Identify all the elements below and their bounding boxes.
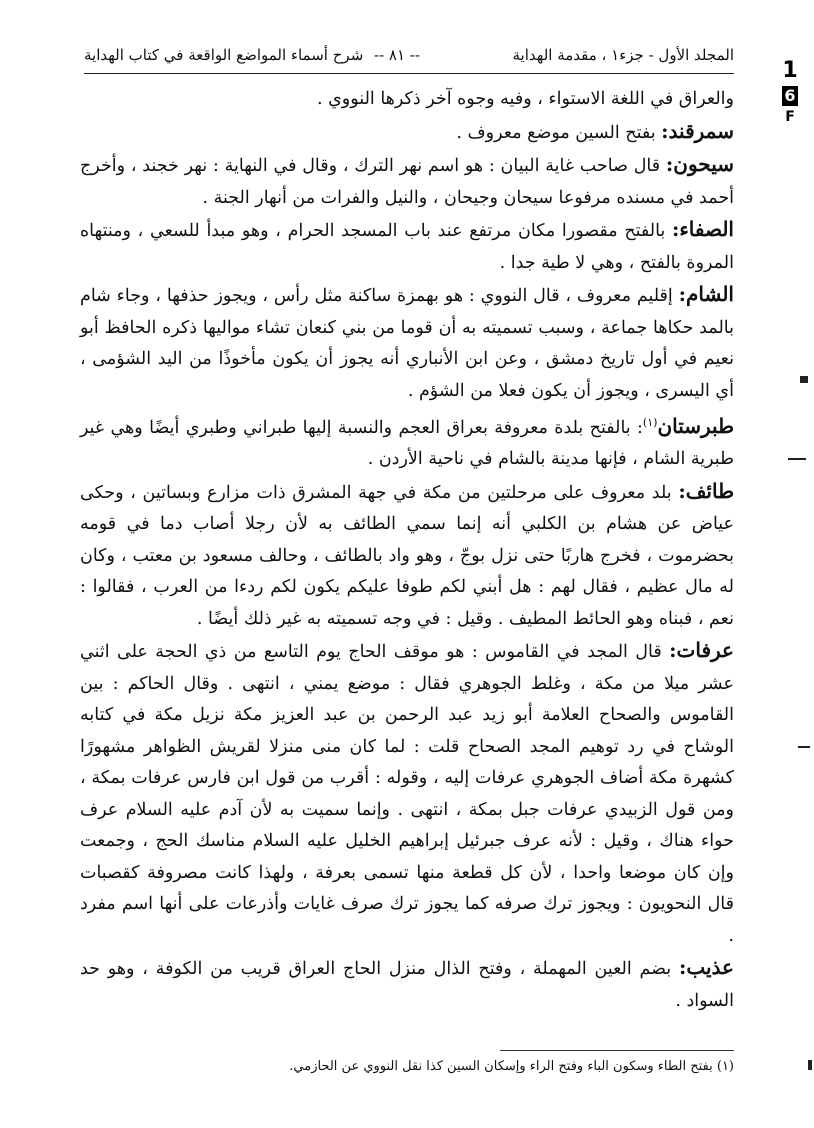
entry-arafat (80, 635, 734, 952)
main-text (80, 84, 734, 1017)
entry-udhayb (80, 952, 734, 1017)
entry-text: بضم العين المهملة ، وفتح الذال منزل الحاج العراق قريب من الكوفة ، وهو حد السواد . (80, 959, 734, 1011)
entry-samarqand (80, 116, 734, 150)
book-title: شرح أسماء المواضع الواقعة في كتاب الهداية (84, 46, 364, 64)
entry-taif (80, 476, 734, 636)
entry-sayhun (80, 149, 734, 214)
scan-speck (788, 458, 806, 460)
entry-text: : بالفتح بلدة معروفة بعراق العجم والنسبة إليها طبراني وطبري أيضًا وهي غير طبرية الشام ، فإنها مدينة بالشام في ناحية الأردن . (80, 417, 734, 470)
entry-sham (80, 279, 734, 407)
running-header (84, 42, 734, 72)
margin-mark-top: 1 (782, 58, 798, 83)
entry-term: طائف: (678, 478, 734, 503)
entry-text: بالفتح مقصورا مكان مرتفع عند باب المسجد الحرام ، وهو مبدأ للسعي ، ومنتهاه المروة بالفتح ، وهي لا طية جدا . (80, 221, 734, 273)
entry-safa (80, 214, 734, 279)
entry-text: إقليم معروف ، قال النووي : هو بهمزة ساكنة مثل رأس ، ويجوز حذفها ، وجاء شام بالمد حكاها جماعة ، وسبب تسميته به أن قوما من بني كنعان تشاء مواليها ذكره الحافظ أبو نعيم في أول تاريخ دمشق ، وعن ابن الأنباري أنه يجوز أن يكون مأخوذًا من اليد الشؤمى ، أي اليسرى ، ويجوز أن يكون فعلا من الشؤم . (80, 286, 734, 401)
entry-text: والعراق في اللغة الاستواء ، وفيه وجوه آخر ذكرها النووي . (316, 89, 734, 109)
entry-term: عذيب: (678, 955, 734, 980)
entry-iraq-continuation (80, 84, 734, 116)
entry-term: طبرستان (657, 413, 734, 438)
footnote-divider (500, 1050, 734, 1051)
entry-text: بفتح السين موضع معروف . (456, 122, 662, 143)
entry-tabaristan (80, 407, 734, 476)
volume-label: المجلد الأول - جزء١ ، مقدمة الهداية (512, 46, 734, 64)
margin-mark-box: 6 (782, 86, 798, 106)
header-divider (84, 73, 734, 74)
page-number: -- ٨١ -- (374, 46, 420, 64)
scan-speck (800, 376, 808, 383)
entry-term: عرفات: (669, 638, 734, 663)
margin-tab (770, 58, 810, 128)
margin-mark-bottom: F (785, 109, 795, 125)
entry-term: سيحون: (665, 152, 734, 176)
footnote-ref: (١) (642, 416, 658, 429)
entry-text: قال المجد في القاموس : هو موقف الحاج يوم التاسع من ذي الحجة على اثني عشر ميلا من مكة ، وغلط الجوهري فقال : موضع يمني ، انتهى . وقال الحاكم : بين القاموس والصحاح العلامة أبو زيد عبد الرحمن بن عبد العزيز مكة نزيل مكة في كتابه الوشاح في رد توهيم المجد الصحاح قلت : لما كان منى منزلا لقريش الظواهر مشهورًا كشهرة مكة أضاف الجوهري عرفات إليه ، وقوله : أقرب من قول ابن فارس عرفات بمكة ، ومن قول الزبيدي عرفات جبل بمكة ، انتهى . وإنما سميت به لأن آدم عليه السلام عرف حواء هناك ، وقيل : لأنه عرف جبرئيل إبراهيم الخليل عليه السلام مناسك الحج ، وجمعت وإن كان موضعا واحدا ، لأن كل قطعة منها تسمى بعرفة ، ولهذا كانت مصروفة كقصبات قال النحويون : ويجوز ترك صرفه كما يجوز ترك صرف غايات وأذرعات على أنها اسم مفرد . (80, 642, 734, 946)
entry-text: قال صاحب غاية البيان : هو اسم نهر الترك ، وقال في النهاية : نهر خجند ، وأخرج أحمد في مسنده مرفوعا سيحان وجيحان ، والنيل والفرات من أنهار الجنة . (80, 156, 734, 208)
footnote: (١) بفتح الطاء وسكون الباء وفتح الراء وإسكان السين كذا نقل النووي عن الحازمي. (289, 1059, 734, 1074)
entry-text: بلد معروف على مرحلتين من مكة في جهة المشرق ذات مزارع وبساتين ، وحكى عياض عن هشام بن الكلبي أنه إنما سمي الطائف به لأن رجلا أصاب دما في قومه بحضرموت ، فخرج هاربًا حتى نزل بوجّ ، وهو واد بالطائف ، وحالف مسعود بن معتب ، وكان له مال عظيم ، فقال لهم : هل أبني لكم طوفا عليكم يكون لكم ردءا من العرب ، فقالوا : نعم ، فبناه وهو الحائط المطيف . وقيل : في وجه تسميته به غير ذلك أيضًا . (80, 482, 734, 629)
entry-term: الصفاء: (672, 217, 734, 241)
entry-term: سمرقند: (661, 118, 734, 143)
scan-speck (798, 746, 810, 748)
entry-term: الشام: (678, 282, 734, 306)
scan-speck (808, 1060, 812, 1070)
